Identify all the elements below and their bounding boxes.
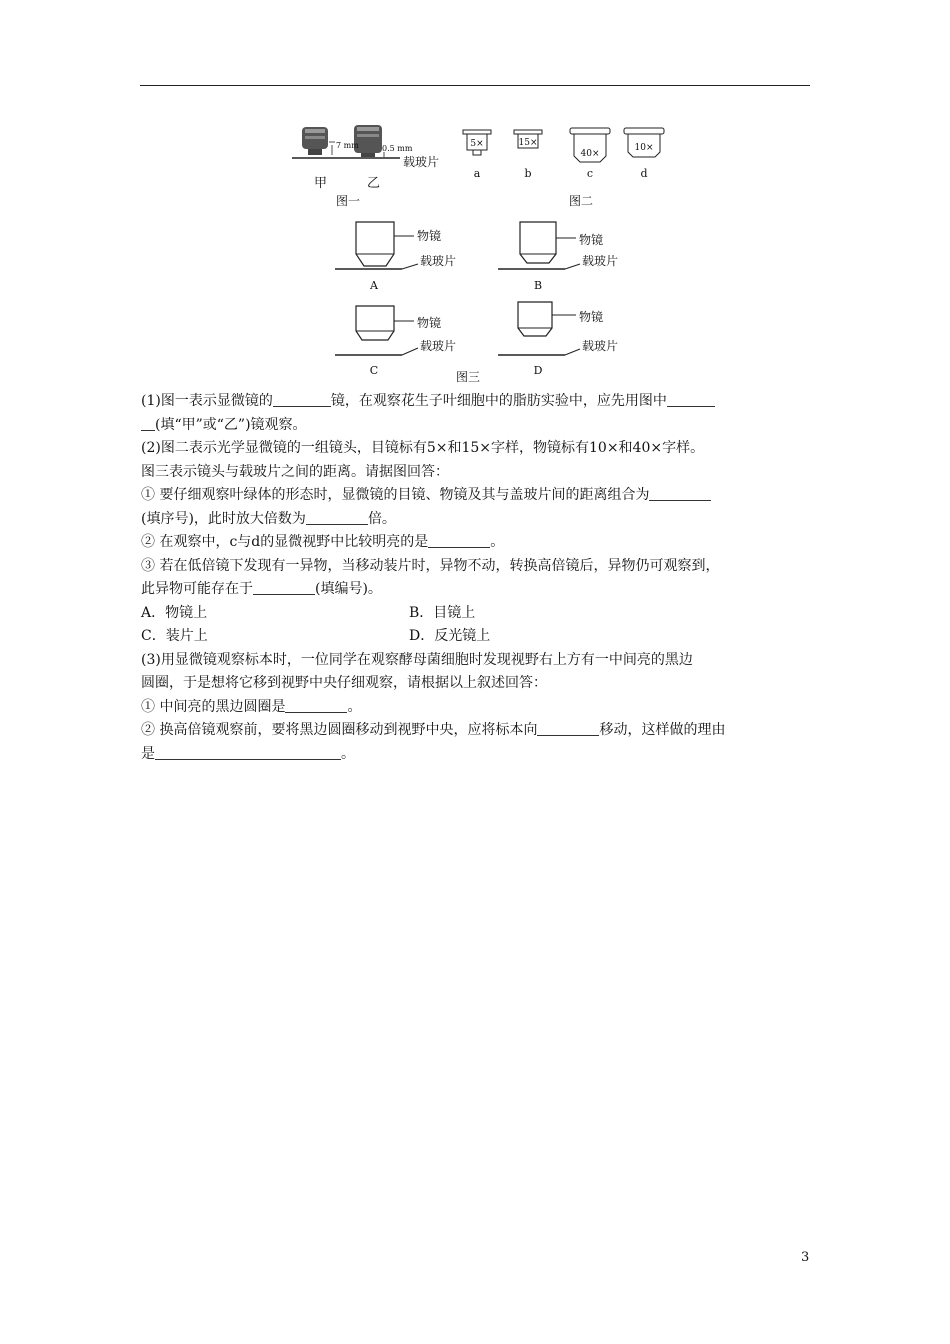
question-text [141,390,813,766]
q2-sub1-line-2: (填序号)，此时放大倍数为 倍。 [141,510,396,527]
lens-mark-a: 5× [470,139,484,149]
figure-3-panel-a [335,222,456,292]
objective-label-c: 物镜 [417,316,442,330]
objective-label-b: 物镜 [579,233,604,247]
objective-d [624,128,664,157]
choice-c: C．装片上 [141,628,208,644]
panel-letter-c: C [369,364,379,377]
header-rule [140,85,810,86]
label-jia: 甲 [314,176,328,191]
answer-blank-7[interactable] [285,697,347,713]
label-yi: 乙 [367,176,381,191]
microscope-figure [270,118,690,386]
choices-row-1 [141,602,813,626]
q2-line-2: 图三表示镜头与载玻片之间的距离。请据图回答： [141,463,449,480]
dim-label-1: 7 mm [336,141,359,150]
q3-sub2-line-2: 是 。 [141,745,355,762]
objective-label-d: 物镜 [579,310,604,324]
panel-letter-b: B [533,279,543,292]
q1-line-2: (填“甲”或“乙”)镜观察。 [141,414,813,438]
figure-1 [292,125,439,208]
answer-blank-5[interactable] [428,532,490,548]
lens-mark-b: 15× [518,138,538,148]
caption-fig1: 图一 [336,194,361,208]
choice-a: A．物镜上 [141,604,208,621]
q2-sub2-line: ② 在观察中，c与d的显微视野中比较明亮的是 。 [141,534,505,550]
slide-label-d: 载玻片 [582,339,619,353]
q2-sub1-line-1: ① 要仔细观察叶绿体的形态时，显微镜的目镜、物镜及其与盖玻片间的距离组合为 [141,484,813,508]
q2-sub3-line-2: 此异物可能存在于 (填编号)。 [141,581,382,597]
lens-letter-b: b [524,167,532,180]
answer-blank-4[interactable] [306,509,368,525]
q3-sub2-line-1: ② 换高倍镜观察前，要将黑边圆圈移动到视野中央，应将标本向 移动，这样做的理由 [141,722,726,738]
panel-letter-d: D [533,364,543,377]
answer-blank-2b[interactable] [141,415,155,431]
objective-label-a: 物镜 [417,229,442,243]
q3-sub1-line: ① 中间亮的黑边圆圈是 。 [141,698,362,715]
q3-line-1: (3)用显微镜观察标本时，一位同学在观察酵母菌细胞时发现视野右上方有一中间亮的黑边 [141,651,693,668]
caption-fig2: 图二 [569,194,594,208]
choices-row-2 [141,625,813,649]
dim-label-2: 0.5 mm [382,144,413,153]
slide-label-a: 载玻片 [420,254,457,268]
answer-blank-6[interactable] [253,579,315,595]
objective-c [570,128,610,162]
answer-blank-9[interactable] [155,744,341,760]
answer-blank-2a[interactable] [667,391,715,407]
q1-line-1: (1)图一表示显微镜的 镜，在观察花生子叶细胞中的脂肪实验中，应先用图中 [141,390,813,414]
page-number: 3 [801,1250,810,1265]
eyepiece-b [514,130,542,148]
figure-3-panel-d [498,302,618,377]
figure-3-panel-c [335,306,456,377]
lens-letter-d: d [640,167,648,180]
answer-blank-1[interactable] [273,391,331,407]
choice-d: D．反光镜上 [409,628,491,644]
lens-mark-d: 10× [634,143,654,153]
lens-letter-a: a [473,167,481,180]
panel-letter-a: A [370,279,378,292]
lens-letter-c: c [586,167,594,180]
q2-sub3-line-1: ③ 若在低倍镜下发现有一异物，当移动装片时，异物不动，转换高倍镜后，异物仍可观察到， [141,557,720,574]
eyepiece-a [463,130,491,155]
answer-blank-8[interactable] [537,720,599,736]
answer-blank-3[interactable] [649,485,711,501]
slide-label-c: 载玻片 [420,339,457,353]
lens-mark-c: 40× [580,149,600,159]
objective-jia [302,127,328,155]
figure-2 [463,128,664,208]
figure-3-panel-b [498,222,618,292]
q2-line-1: (2)图二表示光学显微镜的一组镜头，目镜标有5×和15×字样，物镜标有10×和40×字样。 [141,440,705,456]
slide-label-b: 载玻片 [582,254,619,268]
q3-line-2: 圆圈，于是想将它移到视野中央仔细观察，请根据以上叙述回答： [141,675,547,691]
choice-b: B．目镜上 [409,604,476,621]
slide-label-fig1: 载玻片 [403,155,440,169]
caption-fig3: 图三 [456,370,481,384]
